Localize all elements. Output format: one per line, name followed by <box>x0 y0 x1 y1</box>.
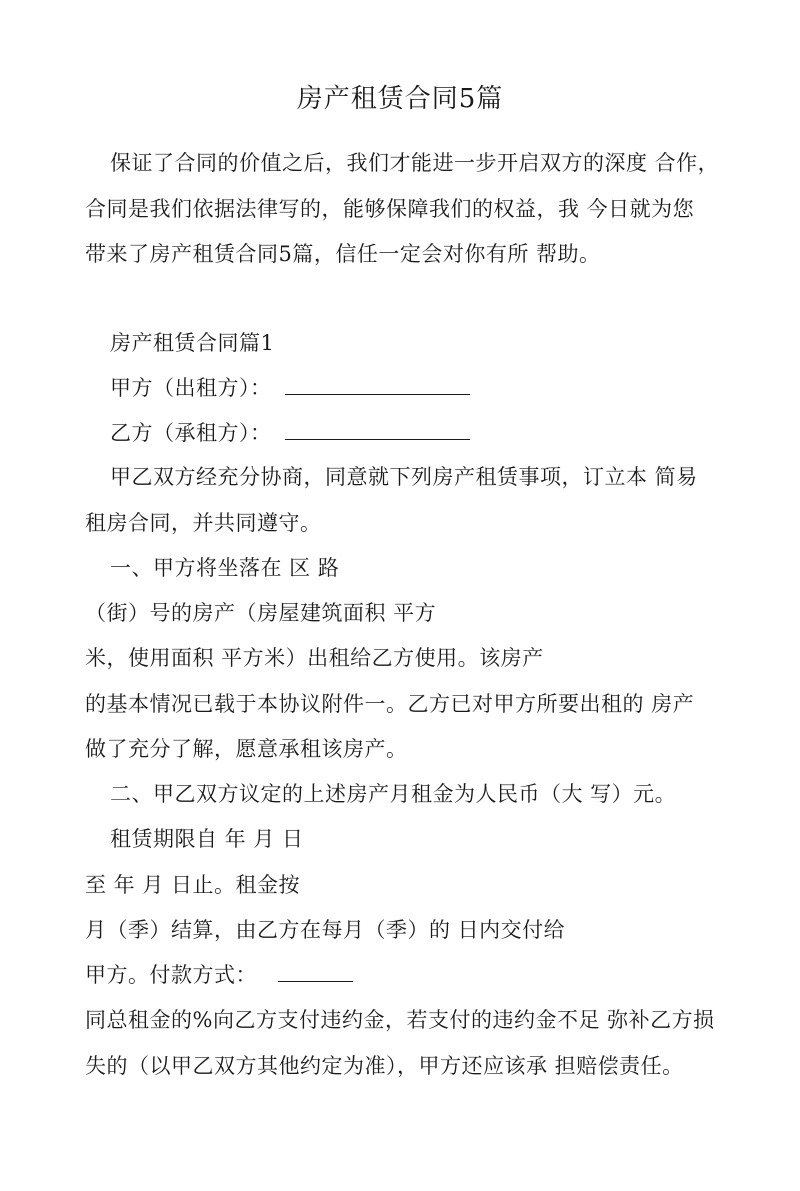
clause-line: 租房合同，并共同遵守。 <box>85 511 322 535</box>
clause-line: （街）号的房产（房屋建筑面积 平方 <box>85 601 437 625</box>
payment-row <box>85 959 353 989</box>
party-b-row <box>110 417 470 447</box>
clause-line: 米，使用面积 平方米）出租给乙方使用。该房产 <box>85 646 544 670</box>
party-a-row <box>110 372 470 402</box>
clause-line: 租赁期限自 年 月 日 <box>110 827 304 851</box>
intro-line-1: 保证了合同的价值之后，我们才能进一步开启双方的深度 合作， <box>110 151 720 175</box>
intro-line-2: 合同是我们依据法律写的，能够保障我们的权益，我 今日就为您 <box>85 197 695 221</box>
closing-line: 失的（以甲乙双方其他约定为准），甲方还应该承 担赔偿责任。 <box>85 1054 684 1078</box>
section-heading: 房产租赁合同篇1 <box>110 331 275 355</box>
clause-line: 做了充分了解，愿意承租该房产。 <box>85 737 408 761</box>
party-b-blank <box>285 421 470 440</box>
party-a-blank <box>285 376 470 395</box>
clause-line: 至 年 月 日止。租金按 <box>85 873 301 897</box>
clause-line: 的基本情况已载于本协议附件一。乙方已对甲方所要出租的 房产 <box>85 692 695 716</box>
party-a-label: 甲方（出租方）： <box>110 376 272 400</box>
intro-line-3: 带来了房产租赁合同5篇，信任一定会对你有所 帮助。 <box>85 242 601 266</box>
document-title: 房产租赁合同5篇 <box>296 84 504 114</box>
party-b-label: 乙方（承租方）： <box>110 421 272 445</box>
closing-line: 同总租金的%向乙方支付违约金，若支付的违约金不足 弥补乙方损 <box>85 1008 715 1032</box>
clause-line: 甲乙双方经充分协商，同意就下列房产租赁事项，订立本 简易 <box>110 465 698 489</box>
payment-label: 甲方。付款方式： <box>85 963 257 987</box>
payment-blank <box>278 963 353 982</box>
clause-line: 一、甲方将坐落在 区 路 <box>110 556 340 580</box>
clause-line: 二、甲乙双方议定的上述房产月租金为人民币（大 写）元。 <box>110 782 677 806</box>
clause-line: 月（季）结算，由乙方在每月（季）的 日内交付给 <box>85 918 566 942</box>
